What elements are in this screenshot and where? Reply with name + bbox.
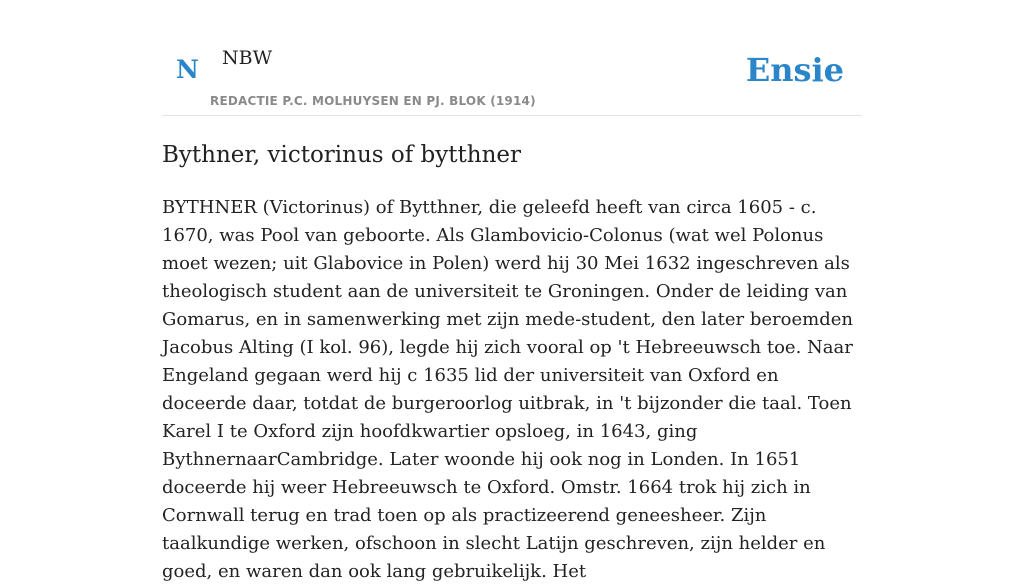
source-logo-letter[interactable]: N: [176, 55, 199, 84]
source-subtitle: REDACTIE P.C. MOLHUYSEN EN PJ. BLOK (1914): [210, 94, 536, 108]
source-name-link[interactable]: NBW: [222, 47, 273, 69]
article-body: BYTHNER (Victorinus) of Bytthner, die geleefd heeft van circa 1605 - c. 1670, was Pool van geboorte. Als Glambovicio-Colonus (wat wel Polonus moet wezen; uit Glabovice in Polen) werd hij 30 Mei 1632 ingeschreven als theologisch student aan de universiteit te Groningen. Onder de leiding van Gomarus, en in samenwerking met zijn mede-student, den later beroemden Jacobus Alting (I kol. 96), legde hij zich vooral op 't Hebreeuwsch toe. Naar Engeland gegaan werd hij c 1635 lid der universiteit van Oxford en doceerde daar, totdat de burgeroorlog uitbrak, in 't bijzonder die taal. Toen Karel I te Oxford zijn hoofdkwartier opsloeg, in 1643, ging BythnernaarCambridge. Later woonde hij ook nog in Londen. In 1651 doceerde hij weer Hebreeuwsch te Oxford. Omstr. 1664 trok hij zich in Cornwall terug en trad toen op als practizeerend geneesheer. Zijn taalkundige werken, ofschoon in slecht Latijn geschreven, zijn helder en goed, en waren dan ook lang gebruikelijk. Het: [162, 197, 853, 582]
page-header: [162, 0, 862, 116]
page-container: [162, 0, 862, 586]
brand-logo[interactable]: Ensie: [745, 51, 844, 89]
article-title: Bythner, victorinus of bytthner: [162, 142, 521, 168]
